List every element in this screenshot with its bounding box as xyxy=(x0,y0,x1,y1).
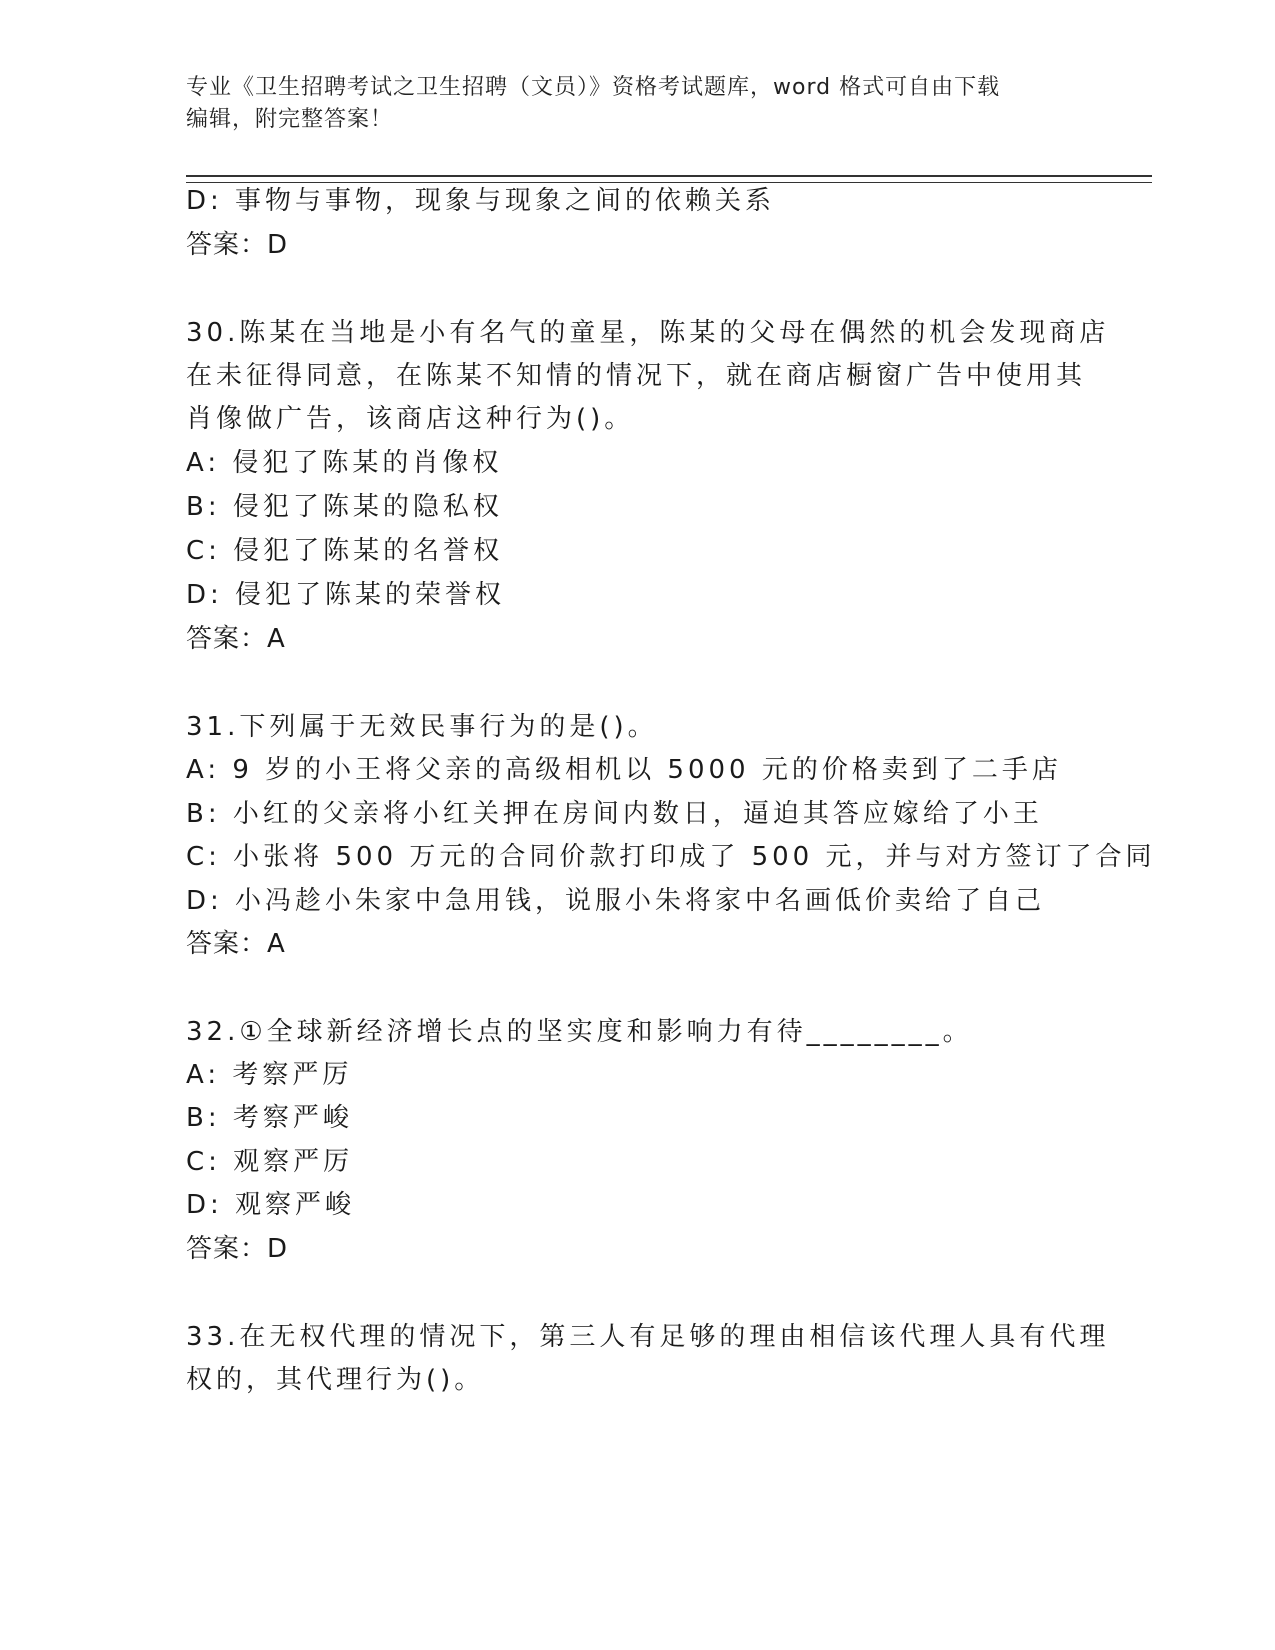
q33-stem-line-2: 权的，其代理行为()。 xyxy=(186,1365,485,1395)
q31-option-b: B: 小红的父亲将小红关押在房间内数日，逼迫其答应嫁给了小王 xyxy=(186,799,1043,829)
q32-stem-line-1: 32.①全球新经济增长点的坚实度和影响力有待________。 xyxy=(186,1017,973,1047)
prev-answer: 答案：D xyxy=(186,230,289,260)
header-divider-thick xyxy=(186,175,1152,177)
q32-option-b: B: 考察严峻 xyxy=(186,1103,353,1133)
prev-option-d: D: 事物与事物，现象与现象之间的依赖关系 xyxy=(186,186,776,216)
q30-stem-line-1: 30.陈某在当地是小有名气的童星，陈某的父母在偶然的机会发现商店 xyxy=(186,318,1110,348)
q31-stem-line-1: 31.下列属于无效民事行为的是()。 xyxy=(186,712,658,742)
header-title-line-1: 专业《卫生招聘考试之卫生招聘（文员）》资格考试题库，word 格式可自由下载 xyxy=(186,75,1001,100)
q30-option-a: A: 侵犯了陈某的肖像权 xyxy=(186,448,503,478)
q30-stem-line-2: 在未征得同意，在陈某不知情的情况下，就在商店橱窗广告中使用其 xyxy=(186,361,1087,391)
q30-option-d: D: 侵犯了陈某的荣誉权 xyxy=(186,580,506,610)
q32-option-a: A: 考察严厉 xyxy=(186,1060,353,1090)
q32-option-c: C: 观察严厉 xyxy=(186,1147,354,1177)
q30-option-b: B: 侵犯了陈某的隐私权 xyxy=(186,492,503,522)
q31-option-a: A: 9 岁的小王将父亲的高级相机以 5000 元的价格卖到了二手店 xyxy=(186,755,1062,785)
q31-answer: 答案：A xyxy=(186,929,286,959)
q32-answer: 答案：D xyxy=(186,1234,289,1264)
header-title-line-2: 编辑，附完整答案！ xyxy=(186,107,394,132)
q30-option-c: C: 侵犯了陈某的名誉权 xyxy=(186,536,504,566)
q31-option-c: C: 小张将 500 万元的合同价款打印成了 500 元，并与对方签订了合同 xyxy=(186,842,1156,872)
q30-answer: 答案：A xyxy=(186,624,286,654)
q31-option-d: D: 小冯趁小朱家中急用钱，说服小朱将家中名画低价卖给了自己 xyxy=(186,886,1046,916)
header-divider-thin xyxy=(186,182,1152,183)
q32-option-d: D: 观察严峻 xyxy=(186,1190,356,1220)
q33-stem-line-1: 33.在无权代理的情况下，第三人有足够的理由相信该代理人具有代理 xyxy=(186,1322,1110,1352)
q30-stem-line-3: 肖像做广告，该商店这种行为()。 xyxy=(186,404,635,434)
document-header xyxy=(186,72,1086,136)
